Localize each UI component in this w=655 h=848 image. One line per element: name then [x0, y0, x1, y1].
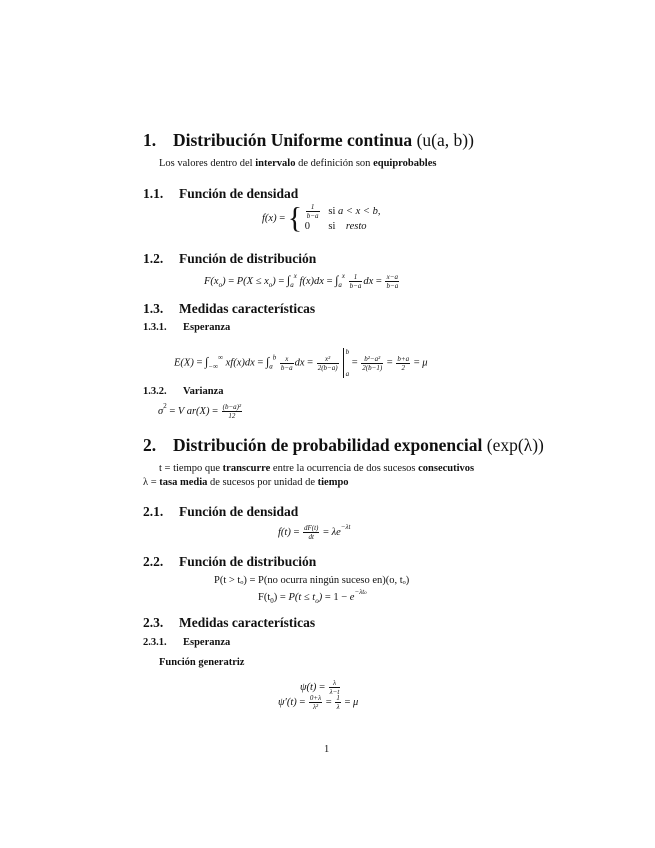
subsection-title: Medidas características [179, 615, 316, 630]
density-formula-exponential: f(t) = $\frac{dF(t)}{dt}$ = $\lambda e^{-\lambda t}$ [278, 523, 351, 542]
subsection-1-1-heading [143, 186, 298, 202]
page-number: 1 [324, 744, 330, 755]
bold-transcurre: transcurre [222, 463, 271, 474]
subsubsection-title: Esperanza [183, 322, 231, 333]
survival-formula-exponential: P(t > tₒ) = P(no ocurra ningún suceso en)(o, tₒ) [214, 575, 410, 586]
subsection-title: Función de densidad [179, 504, 299, 519]
subsection-number: 1.2. [143, 251, 164, 266]
subsection-number: 2.3. [143, 615, 164, 630]
subsubsection-number: 1.3.1. [143, 322, 167, 333]
text: entre la ocurrencia de dos sucesos [272, 463, 416, 474]
subsection-1-3-heading [143, 301, 315, 317]
section-1-heading [143, 130, 474, 151]
subsubsection-title: Esperanza [183, 637, 231, 648]
subsection-title: Función de densidad [179, 186, 299, 201]
section-title: Distribución de probabilidad exponencial [173, 435, 483, 455]
density-formula-uniform: f(x) = { $\frac{1}{b-a}$ si a < x < b, 0 si resto [262, 201, 381, 235]
distribution-formula-exponential: $F(t_0) = P(t \le t_o) = 1 - e^{-\lambda to}$ [258, 588, 367, 605]
generating-function-label: Función generatriz [159, 657, 245, 668]
generating-function-formula: ψ(t) = $\frac{\lambda}{\lambda-t}$ [300, 679, 340, 696]
variance-formula-uniform: $\sigma^2 = V$ ar(X) = $\frac{\text{(b−a)²}}{12}$ [158, 402, 242, 421]
section-math: (u(a, b)) [416, 130, 474, 150]
section-title: Distribución Uniforme continua [173, 130, 413, 150]
subsection-number: 2.2. [143, 554, 164, 569]
subsection-2-3-heading [143, 615, 315, 631]
generating-function-derivative: ψ′(t) = $\frac{0+\lambda}{\text{λ²}}$ = $\frac{1}{\lambda}$ = μ [278, 694, 359, 711]
subsection-title: Función de distribución [179, 251, 317, 266]
subsection-1-2-heading [143, 251, 316, 267]
subsubsection-1-3-2-heading [143, 386, 223, 397]
subsection-number: 2.1. [143, 504, 164, 519]
definition-line-lambda [143, 477, 349, 488]
subsection-number: 1.3. [143, 301, 164, 316]
distribution-formula-uniform: $F(x_o) = P(X \le x_o) = \int_a^x$ $f(x)dx = \int_a^x$ $\frac{1}{b-a}$ dx = $\frac{x-a}{b-a}$ [204, 272, 399, 291]
section-number: 1. [143, 130, 157, 150]
bold-tasa-media: tasa media [159, 477, 208, 488]
subsubsection-1-3-1-heading [143, 322, 230, 333]
section-math: (exp(λ)) [486, 435, 544, 455]
subsubsection-number: 2.3.1. [143, 637, 167, 648]
intro-bold-equiprobables: equiprobables [373, 158, 437, 169]
subsection-title: Función de distribución [179, 554, 317, 569]
bold-consecutivos: consecutivos [418, 463, 475, 474]
text: t = tiempo que [159, 463, 221, 474]
intro-text: Los valores dentro del [159, 158, 253, 169]
subsection-title: Medidas características [179, 301, 316, 316]
subsubsection-title: Varianza [183, 386, 224, 397]
subsection-2-2-heading [143, 554, 316, 570]
intro-bold-intervalo: intervalo [255, 158, 296, 169]
text: de sucesos por unidad de [210, 477, 315, 488]
intro-paragraph [159, 158, 436, 169]
definition-line-t [159, 463, 474, 474]
section-number: 2. [143, 435, 157, 455]
subsubsection-2-3-1-heading [143, 637, 230, 648]
subsection-2-1-heading [143, 504, 298, 520]
text: λ = [143, 477, 157, 488]
subsubsection-number: 1.3.2. [143, 386, 167, 397]
bold-tiempo: tiempo [317, 477, 349, 488]
section-2-heading [143, 435, 544, 456]
intro-text: de definición son [298, 158, 371, 169]
subsection-number: 1.1. [143, 186, 164, 201]
expectation-formula-uniform: $E(X) = \int_{-\infty}^\infty$ $xf(x)dx = \int_a^b$ $\frac{x}{b-a}$ dx = $\frac{\text{x²}}{2(b-a)}$ b a = $\frac{\text{b²−a²}}{2(b-1)}$ = $\frac{b+a}{2}$ = μ [174, 348, 428, 378]
